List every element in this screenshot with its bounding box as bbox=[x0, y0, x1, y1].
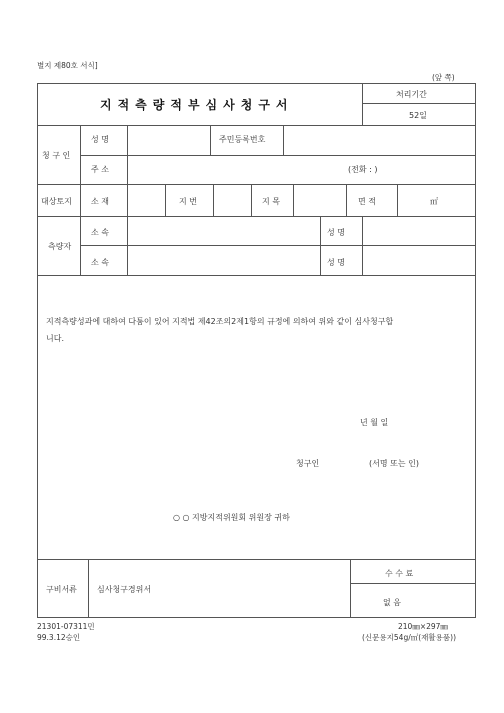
divider bbox=[320, 216, 321, 275]
processing-label: 처리기간 bbox=[396, 90, 427, 99]
lot-number-label: 지 번 bbox=[179, 197, 197, 206]
approval-date: 99.3.12승인 bbox=[37, 633, 81, 642]
divider bbox=[210, 125, 211, 155]
date-label: 년 월 일 bbox=[360, 418, 389, 427]
surveyor-affiliation-field[interactable] bbox=[128, 217, 319, 244]
statement-text bbox=[46, 313, 466, 347]
id-number-field[interactable] bbox=[284, 126, 475, 154]
surveyor-name-label: 성 명 bbox=[327, 258, 345, 267]
affiliation-label: 소 속 bbox=[91, 258, 109, 267]
applicant-section-label: 청 구 인 bbox=[42, 151, 71, 160]
land-category-label: 지 목 bbox=[262, 197, 280, 206]
divider bbox=[88, 559, 89, 618]
divider bbox=[37, 559, 476, 560]
divider bbox=[251, 184, 252, 216]
signature-note: (서명 또는 인) bbox=[369, 459, 419, 468]
divider bbox=[350, 583, 476, 584]
area-unit: ㎡ bbox=[430, 197, 438, 206]
affiliation-label: 소 속 bbox=[91, 228, 109, 237]
surveyor-name-label: 성 명 bbox=[327, 228, 345, 237]
id-number-label: 주민등록번호 bbox=[219, 135, 266, 144]
processing-period: 52일 bbox=[409, 111, 427, 120]
divider bbox=[346, 184, 347, 216]
paper-size: 210㎜×297㎜ bbox=[398, 622, 448, 631]
fee-label: 수 수 료 bbox=[385, 569, 414, 578]
surveyor-name-field[interactable] bbox=[363, 217, 475, 244]
surveyor-name-field[interactable] bbox=[363, 246, 475, 274]
paper-spec: (신문용지54g/㎡(재활용품)) bbox=[362, 633, 456, 642]
form-code: 21301-07311민 bbox=[37, 622, 95, 631]
address-label: 주 소 bbox=[91, 165, 109, 174]
form-number: 별지 제80호 서식] bbox=[37, 61, 98, 70]
statement-line: 니다. bbox=[46, 334, 64, 343]
fee-value: 없 음 bbox=[383, 598, 401, 607]
area-label: 면 적 bbox=[358, 197, 376, 206]
form-title: 지적측량적부심사청구서 bbox=[100, 98, 294, 112]
divider bbox=[80, 125, 81, 275]
divider bbox=[165, 184, 166, 216]
divider bbox=[350, 559, 351, 618]
page-side-label: (앞 쪽) bbox=[432, 73, 455, 82]
surveyor-affiliation-field[interactable] bbox=[128, 246, 319, 274]
location-field[interactable] bbox=[128, 185, 164, 215]
location-label: 소 재 bbox=[91, 197, 109, 206]
signature-label: 청구인 bbox=[296, 459, 320, 468]
documents-label: 구비서류 bbox=[46, 585, 77, 594]
documents-value: 심사청구경위서 bbox=[97, 585, 152, 594]
divider bbox=[362, 103, 476, 104]
statement-line: 지적측량성과에 대하여 다툼이 있어 지적법 제42조의2제1항의 규정에 의하여 위와 같이 심사청구합 bbox=[46, 317, 394, 326]
land-section-label: 대상토지 bbox=[41, 197, 72, 206]
divider bbox=[37, 275, 476, 276]
divider bbox=[362, 83, 363, 125]
addressee: ○ ○ 지방지적위원회 위원장 귀하 bbox=[173, 513, 290, 522]
name-label: 성 명 bbox=[91, 135, 109, 144]
phone-label: (전화 : ) bbox=[348, 165, 378, 174]
surveyor-section-label: 측량자 bbox=[48, 242, 72, 251]
land-category-field[interactable] bbox=[294, 185, 345, 215]
lot-number-field[interactable] bbox=[214, 185, 250, 215]
address-field[interactable] bbox=[128, 156, 338, 183]
applicant-name-field[interactable] bbox=[128, 126, 209, 154]
